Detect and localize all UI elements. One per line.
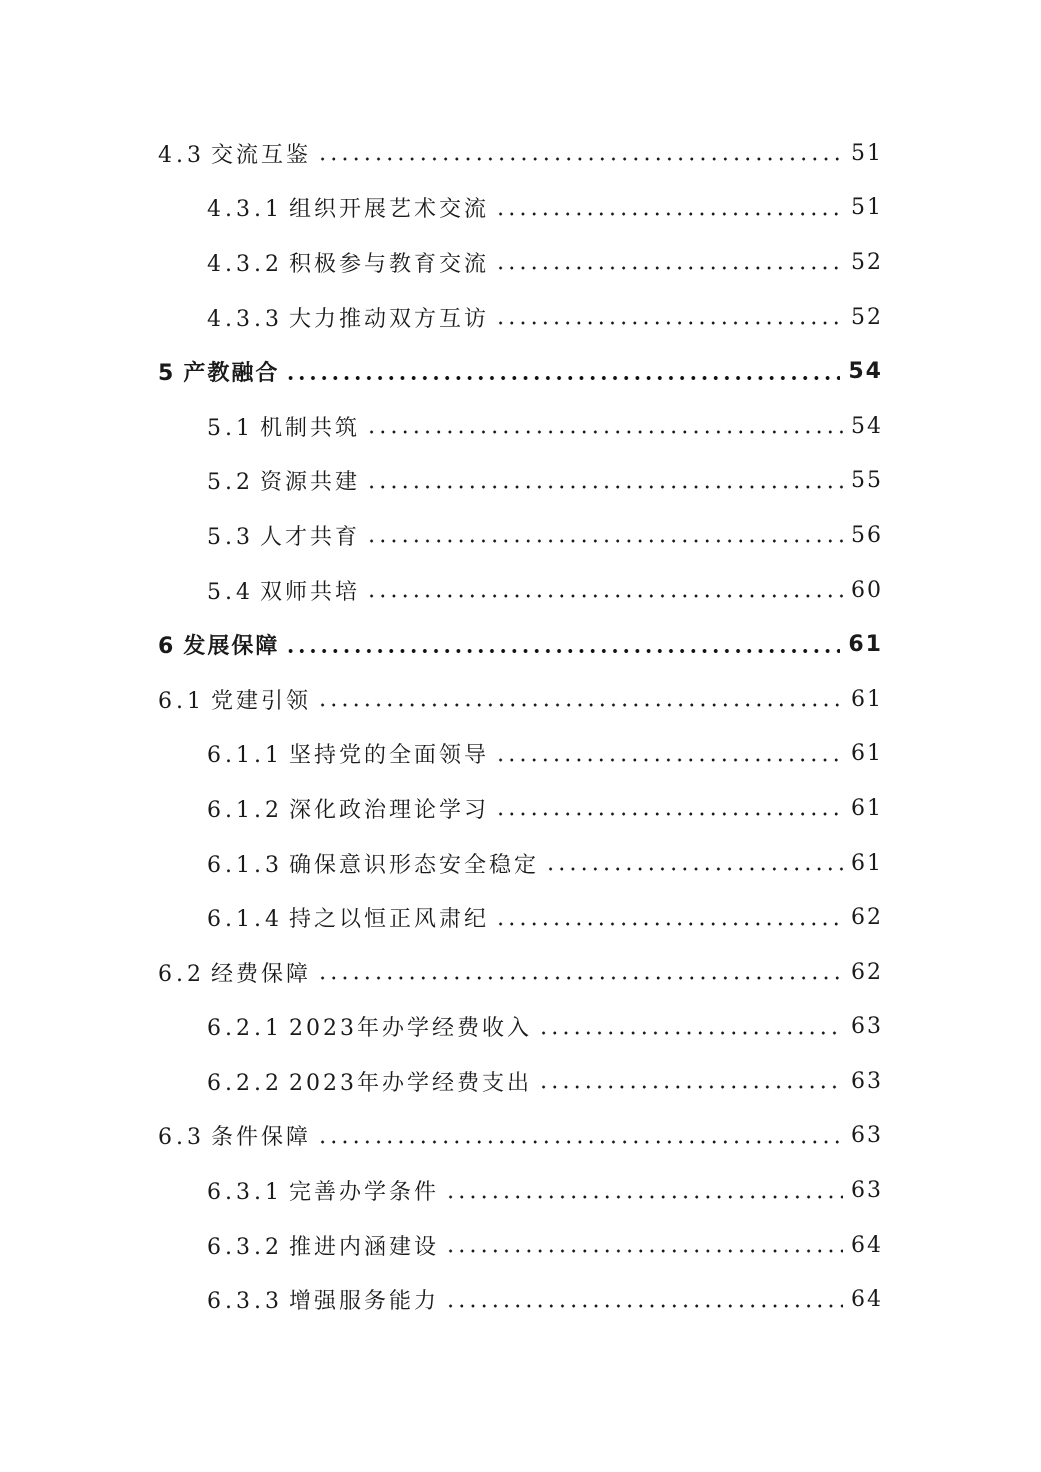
- toc-dot-leader: [495, 922, 843, 926]
- toc-entry-title: 交流互鉴: [211, 142, 312, 168]
- toc-entry-title: 人才共育: [260, 524, 361, 550]
- toc-entry-label: [207, 1066, 538, 1097]
- toc-entry-title: 双师共培: [260, 579, 361, 605]
- toc-entry-page-number: 63: [851, 1178, 883, 1204]
- toc-entry-title: 发展保障: [183, 634, 280, 660]
- toc-entry-page-number: 52: [851, 249, 883, 275]
- toc-entry-label: [207, 411, 366, 442]
- toc-entry-number: 4.3.1: [207, 197, 283, 223]
- toc-dot-leader: [538, 1031, 843, 1035]
- toc-entry-label: [207, 902, 495, 933]
- toc-entry-page-number: 64: [851, 1287, 883, 1313]
- toc-entry-title: 持之以恒正风肃纪: [288, 907, 489, 933]
- toc-entry-page-number: 63: [851, 1123, 883, 1149]
- toc-entry-title: 产教融合: [183, 361, 280, 387]
- toc-entry-number: 4.3.2: [207, 251, 283, 277]
- toc-entry[interactable]: [0, 890, 1041, 945]
- toc-entry-title: 资源共建: [260, 470, 361, 496]
- toc-dot-leader: [366, 594, 843, 598]
- toc-entry-page-number: 55: [851, 468, 883, 494]
- toc-dot-leader: [545, 867, 843, 871]
- toc-entry-label: [207, 738, 495, 769]
- toc-entry[interactable]: [0, 727, 1041, 782]
- toc-dot-leader: [538, 1085, 843, 1089]
- toc-entry-page-number: 52: [851, 304, 883, 330]
- toc-entry[interactable]: [0, 344, 1041, 399]
- toc-entry-label: [207, 247, 495, 278]
- toc-dot-leader: [495, 212, 843, 216]
- toc-dot-leader: [366, 539, 843, 543]
- toc-entry-title: 机制共筑: [260, 415, 361, 441]
- toc-entry-label: [158, 957, 317, 988]
- toc-entry-page-number: 56: [851, 522, 883, 548]
- toc-entry-number: 5.3: [207, 524, 254, 550]
- toc-entry-page-number: 51: [851, 140, 883, 166]
- toc-entry-label: [158, 356, 285, 387]
- toc-entry-label: [207, 302, 495, 333]
- toc-entry-page-number: 54: [851, 413, 883, 439]
- toc-entry-page-number: 62: [851, 959, 883, 985]
- toc-entry[interactable]: [0, 563, 1041, 618]
- toc-entry-page-number: 64: [851, 1232, 883, 1258]
- toc-entry[interactable]: [0, 672, 1041, 727]
- toc-entry[interactable]: [0, 181, 1041, 236]
- toc-entry-number: 4.3.3: [207, 306, 283, 332]
- toc-entry-number: 6.3: [158, 1125, 205, 1151]
- toc-entry-title: 2023年办学经费支出: [288, 1070, 532, 1096]
- toc-entry-page-number: 63: [851, 1068, 883, 1094]
- toc-entry-title: 2023年办学经费收入: [288, 1016, 532, 1042]
- toc-dot-leader: [495, 266, 843, 270]
- toc-entry-title: 大力推动双方互访: [288, 306, 489, 332]
- toc-entry-page-number: 51: [851, 195, 883, 221]
- toc-entry-label: [158, 629, 285, 660]
- toc-entry-number: 5: [158, 361, 178, 387]
- toc-entry-label: [207, 575, 366, 606]
- toc-entry-label: [158, 1120, 317, 1151]
- toc-entry-number: 6.1.1: [207, 743, 283, 769]
- toc-entry[interactable]: [0, 1000, 1041, 1055]
- toc-entry-label: [207, 848, 545, 879]
- toc-entry[interactable]: [0, 836, 1041, 891]
- toc-entry-label: [158, 684, 317, 715]
- toc-entry[interactable]: [0, 290, 1041, 345]
- toc-dot-leader: [285, 376, 840, 380]
- toc-entry-page-number: 61: [851, 795, 883, 821]
- toc-entry-number: 6: [158, 634, 178, 660]
- toc-entry[interactable]: [0, 454, 1041, 509]
- toc-entry-number: 5.4: [207, 579, 254, 605]
- toc-dot-leader: [445, 1195, 843, 1199]
- toc-dot-leader: [445, 1249, 843, 1253]
- toc-dot-leader: [495, 321, 843, 325]
- toc-entry-page-number: 62: [851, 905, 883, 931]
- toc-entry-number: 6.3.2: [207, 1234, 283, 1260]
- toc-entry-title: 推进内涵建设: [288, 1234, 439, 1260]
- toc-entry-title: 增强服务能力: [288, 1289, 439, 1315]
- toc-entry-title: 条件保障: [211, 1125, 312, 1151]
- toc-entry-number: 6.2: [158, 961, 205, 987]
- toc-entry[interactable]: [0, 235, 1041, 290]
- toc-dot-leader: [495, 758, 843, 762]
- toc-entry[interactable]: [0, 1272, 1041, 1327]
- toc-entry-page-number: 61: [851, 850, 883, 876]
- toc-entry-label: [207, 793, 495, 824]
- toc-entry-title: 确保意识形态安全稳定: [288, 852, 539, 878]
- toc-entry-number: 6.1.4: [207, 907, 283, 933]
- toc-entry-page-number: 61: [851, 686, 883, 712]
- toc-entry-number: 5.1: [207, 415, 254, 441]
- toc-entry-label: [207, 1175, 445, 1206]
- toc-entry-title: 深化政治理论学习: [288, 797, 489, 823]
- toc-entry-page-number: 54: [848, 359, 883, 385]
- toc-dot-leader: [366, 430, 843, 434]
- toc-dot-leader: [317, 1140, 843, 1144]
- toc-entry[interactable]: [0, 1163, 1041, 1218]
- toc-entry-number: 6.1.3: [207, 852, 283, 878]
- toc-entry[interactable]: [0, 945, 1041, 1000]
- toc-entry-number: 6.3.1: [207, 1180, 283, 1206]
- toc-entry-title: 党建引领: [211, 688, 312, 714]
- toc-entry-number: 4.3: [158, 142, 205, 168]
- toc-entry[interactable]: [0, 781, 1041, 836]
- table-of-contents: [0, 126, 1041, 1327]
- toc-entry[interactable]: [0, 1218, 1041, 1273]
- toc-entry[interactable]: [0, 399, 1041, 454]
- toc-dot-leader: [445, 1304, 843, 1308]
- toc-entry-page-number: 61: [848, 632, 883, 658]
- toc-entry-label: [207, 1230, 445, 1261]
- toc-entry-label: [207, 192, 495, 223]
- toc-entry[interactable]: [0, 1109, 1041, 1164]
- toc-entry-title: 积极参与教育交流: [288, 251, 489, 277]
- toc-entry-number: 6.2.1: [207, 1016, 283, 1042]
- toc-dot-leader: [317, 703, 843, 707]
- toc-entry-label: [207, 520, 366, 551]
- toc-entry-title: 经费保障: [211, 961, 312, 987]
- toc-entry-number: 6.1.2: [207, 797, 283, 823]
- toc-entry-page-number: 63: [851, 1014, 883, 1040]
- toc-entry-page-number: 60: [851, 577, 883, 603]
- toc-dot-leader: [366, 485, 843, 489]
- toc-entry-label: [207, 465, 366, 496]
- toc-dot-leader: [317, 976, 843, 980]
- toc-entry[interactable]: [0, 126, 1041, 181]
- toc-dot-leader: [285, 649, 840, 653]
- toc-entry-title: 组织开展艺术交流: [288, 197, 489, 223]
- toc-entry-number: 6.1: [158, 688, 205, 714]
- toc-entry-number: 6.2.2: [207, 1070, 283, 1096]
- toc-entry[interactable]: [0, 1054, 1041, 1109]
- toc-entry-title: 坚持党的全面领导: [288, 743, 489, 769]
- toc-entry[interactable]: [0, 508, 1041, 563]
- toc-entry[interactable]: [0, 617, 1041, 672]
- toc-entry-number: 5.2: [207, 470, 254, 496]
- toc-entry-label: [207, 1284, 445, 1315]
- toc-entry-title: 完善办学条件: [288, 1180, 439, 1206]
- toc-entry-label: [158, 138, 317, 169]
- toc-dot-leader: [317, 157, 843, 161]
- toc-entry-page-number: 61: [851, 741, 883, 767]
- toc-entry-number: 6.3.3: [207, 1289, 283, 1315]
- toc-dot-leader: [495, 812, 843, 816]
- toc-entry-label: [207, 1011, 538, 1042]
